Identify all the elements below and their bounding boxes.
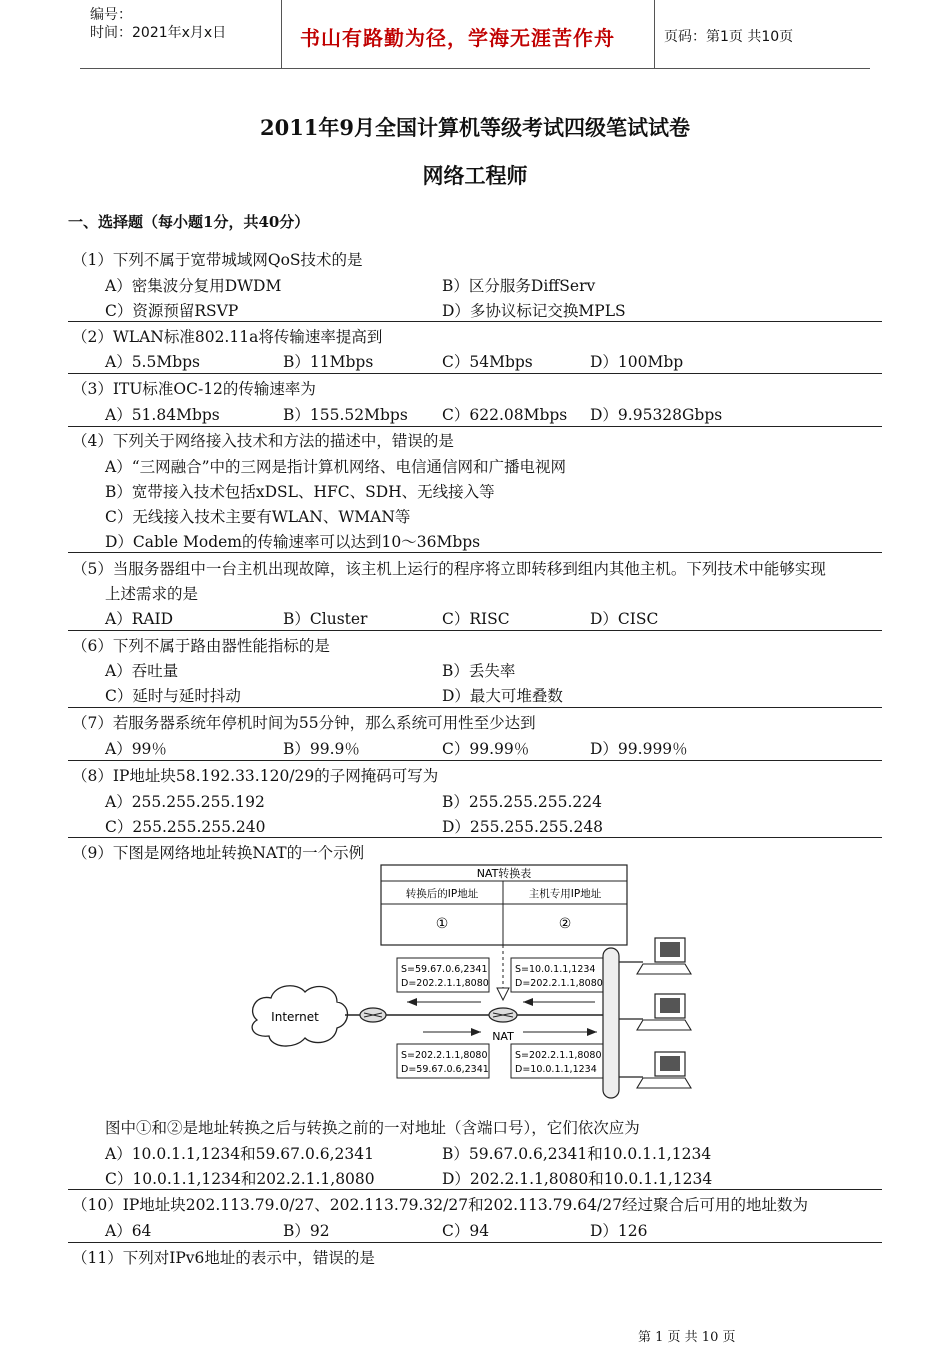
option-b: B）155.52Mbps (283, 406, 408, 424)
question-divider (68, 760, 882, 761)
option-c: C）54Mbps (442, 353, 533, 371)
question-stem: （1）下列不属于宽带城域网QoS技术的是 (72, 251, 363, 269)
option-b: B）255.255.255.224 (442, 793, 603, 811)
question-divider (68, 1189, 882, 1190)
nat-router-icon (489, 1008, 517, 1022)
nat-table-col1: 转换后的IP地址 (405, 888, 479, 900)
option-c: C）622.08Mbps (442, 406, 568, 424)
question-stem: （8）IP地址块58.192.33.120/29的子网掩码可写为 (72, 767, 439, 785)
option-d: D）CISC (590, 610, 659, 628)
nat-table-col2: 主机专用IP地址 (528, 888, 602, 900)
option-d: D）99.999％ (590, 740, 688, 758)
option-d: D）Cable Modem的传输速率可以达到10～36Mbps (105, 533, 481, 551)
option-c: C）94 (442, 1222, 490, 1240)
option-b: B）99.9％ (283, 740, 360, 758)
header-divider (654, 0, 655, 68)
section-heading: 一、选择题（每小题1分，共40分） (68, 213, 310, 231)
computer-icon (619, 938, 691, 974)
option-b: B）11Mbps (283, 353, 374, 371)
option-b: B）丢失率 (442, 662, 516, 680)
option-a: A）5.5Mbps (105, 353, 201, 371)
header-page-label: 页码：第1页 共10页 (664, 29, 794, 45)
option-d: D）多协议标记交换MPLS (442, 302, 626, 320)
question-stem: （3）ITU标准OC-12的传输速率为 (72, 380, 316, 398)
nat-table-title: NAT转换表 (476, 867, 532, 880)
nat-label: NAT (492, 1030, 514, 1043)
option-c: C）10.0.1.1,1234和202.2.1.1,8080 (105, 1170, 375, 1188)
question-stem-continued: 上述需求的是 (105, 585, 199, 603)
question-stem: （11）下列对IPv6地址的表示中，错误的是 (72, 1249, 375, 1267)
option-d: D）100Mbp (590, 353, 684, 371)
question-stem: （6）下列不属于路由器性能指标的是 (72, 637, 330, 655)
packet-line: D=10.0.1.1,1234 (515, 1064, 597, 1075)
doc-time-label: 时间：2021年x月x日 (90, 25, 227, 41)
header-divider (281, 0, 282, 68)
packet-line: S=202.2.1.1,8080 (515, 1050, 602, 1061)
nat-diagram (245, 862, 700, 1110)
packet-line: D=202.2.1.1,8080 (401, 978, 489, 989)
lan-bus (603, 948, 619, 1098)
packet-line: D=202.2.1.1,8080 (515, 978, 603, 989)
router-icon (360, 1008, 386, 1022)
option-a: A）10.0.1.1,1234和59.67.0.6,2341 (105, 1145, 374, 1163)
option-b: B）59.67.0.6,2341和10.0.1.1,1234 (442, 1145, 712, 1163)
option-c: C）延时与延时抖动 (105, 687, 241, 705)
option-c: C）无线接入技术主要有WLAN、WMAN等 (105, 508, 411, 526)
doc-number-label: 编号： (90, 7, 132, 23)
nat-table-cell2: ② (558, 916, 572, 932)
question-divider (68, 1242, 882, 1243)
option-a: A）51.84Mbps (105, 406, 220, 424)
option-a: A）RAID (105, 610, 174, 628)
question-stem-continued: 图中①和②是地址转换之后与转换之前的一对地址（含端口号），它们依次应为 (105, 1119, 640, 1137)
page-title: 2011年9月全国计算机等级考试四级笔试试卷 (259, 115, 691, 140)
question-divider (68, 552, 882, 553)
internet-label: Internet (271, 1010, 319, 1024)
question-divider (68, 426, 882, 427)
computer-icon (619, 1052, 691, 1088)
question-stem: （7）若服务器系统年停机时间为55分钟，那么系统可用性至少达到 (72, 714, 536, 732)
question-stem: （9）下图是网络地址转换NAT的一个示例 (72, 844, 365, 862)
option-c: C）RISC (442, 610, 510, 628)
header-motto: 书山有路勤为径，学海无涯苦作舟 (300, 26, 615, 50)
option-b: B）区分服务DiffServ (442, 277, 596, 295)
question-stem: （2）WLAN标准802.11a将传输速率提高到 (72, 328, 383, 346)
question-divider (68, 321, 882, 322)
option-a: A）吞吐量 (105, 662, 179, 680)
option-d: D）最大可堆叠数 (442, 687, 563, 705)
option-d: D）9.95328Gbps (590, 406, 723, 424)
question-stem: （10）IP地址块202.113.79.0/27、202.113.79.32/27和202.113.79.64/27经过聚合后可用的地址数为 (72, 1196, 808, 1214)
option-c: C）99.99％ (442, 740, 530, 758)
packet-line: S=202.2.1.1,8080 (401, 1050, 488, 1061)
page-subtitle: 网络工程师 (422, 163, 528, 188)
option-b: B）Cluster (283, 610, 368, 628)
packet-line: S=59.67.0.6,2341 (401, 964, 488, 975)
option-a: A）“三网融合”中的三网是指计算机网络、电信通信网和广播电视网 (105, 458, 567, 476)
option-a: A）99％ (105, 740, 167, 758)
page-footer: 第 1 页 共 10 页 (638, 1330, 736, 1345)
question-stem: （4）下列关于网络接入技术和方法的描述中，错误的是 (72, 432, 454, 450)
option-d: D）202.2.1.1,8080和10.0.1.1,1234 (442, 1170, 713, 1188)
packet-line: S=10.0.1.1,1234 (515, 964, 596, 975)
option-d: D）126 (590, 1222, 648, 1240)
question-divider (68, 630, 882, 631)
option-a: A）64 (105, 1222, 152, 1240)
option-c: C）资源预留RSVP (105, 302, 239, 320)
question-divider (68, 837, 882, 838)
option-d: D）255.255.255.248 (442, 818, 604, 836)
nat-table-cell1: ① (435, 916, 449, 932)
question-divider (68, 707, 882, 708)
packet-line: D=59.67.0.6,2341 (401, 1064, 489, 1075)
computer-icon (619, 994, 691, 1030)
option-b: B）宽带接入技术包括xDSL、HFC、SDH、无线接入等 (105, 483, 495, 501)
option-a: A）密集波分复用DWDM (105, 277, 282, 295)
question-divider (68, 373, 882, 374)
option-c: C）255.255.255.240 (105, 818, 266, 836)
option-b: B）92 (283, 1222, 330, 1240)
option-a: A）255.255.255.192 (105, 793, 265, 811)
question-stem: （5）当服务器组中一台主机出现故障，该主机上运行的程序将立即转移到组内其他主机。下列技术中能够实现 (72, 560, 826, 578)
internet-cloud-icon (252, 986, 347, 1046)
